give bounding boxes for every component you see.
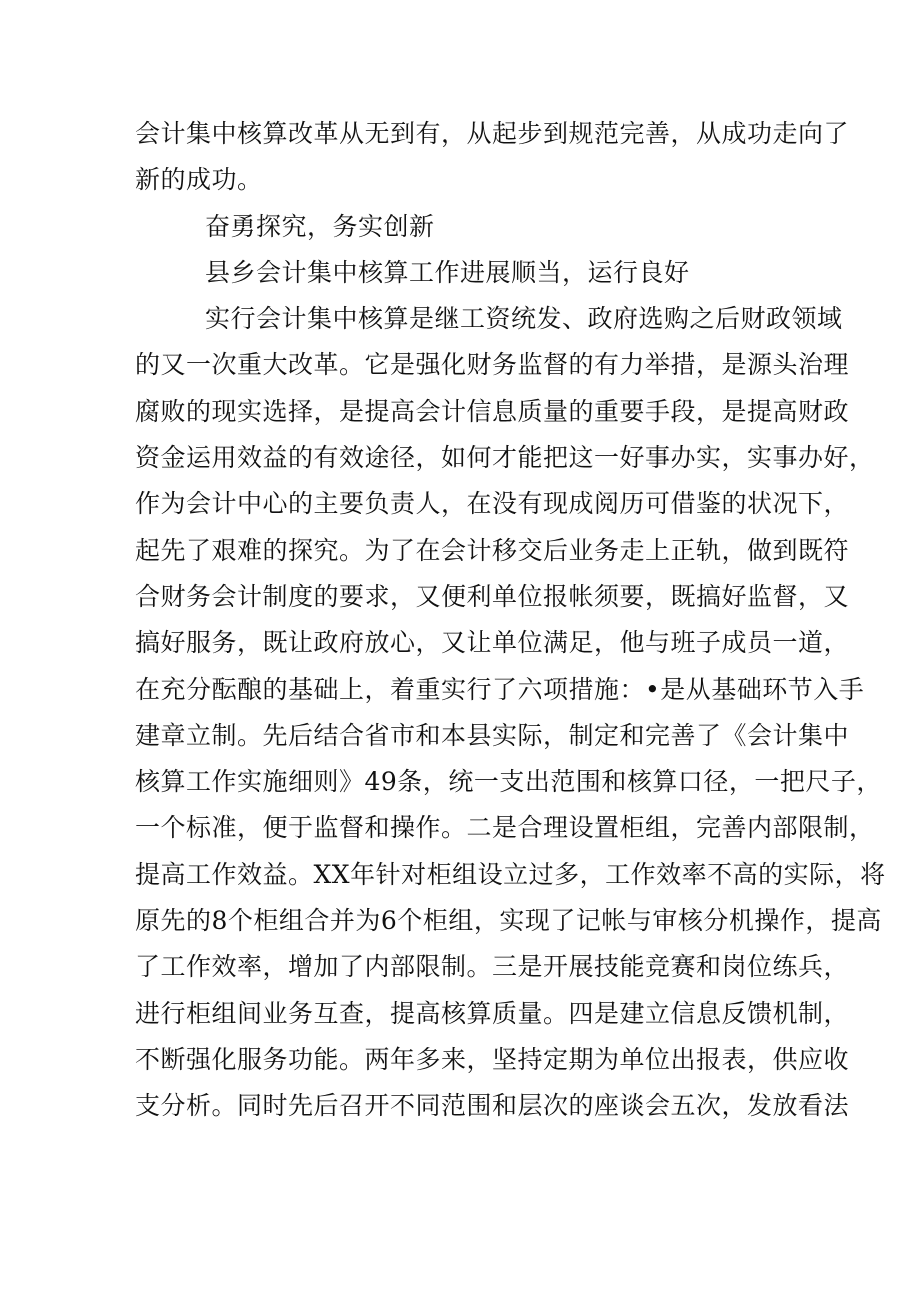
text-line: 起先了艰难的探究。为了在会计移交后业务走上正轨，做到既符 <box>135 535 850 565</box>
text-line: 新的成功。 <box>135 165 263 195</box>
text-line: 会计集中核算改革从无到有，从起步到规范完善，从成功走向了 <box>135 119 850 148</box>
text-line: 支分析。同时先后召开不同范围和层次的座谈会五次，发放看法 <box>135 1091 850 1121</box>
text-line: 腐败的现实选择，是提高会计信息质量的重要手段，是提高财政 <box>135 396 850 426</box>
text-line: 核算工作实施细则》49条，统一支出范围和核算口径，一把尺子， <box>135 767 882 797</box>
text-line: 建章立制。先后结合省市和本县实际，制定和完善了《会计集中 <box>135 720 850 750</box>
text-line: 进行柜组间业务互查，提高核算质量。四是建立信息反馈机制， <box>135 998 850 1028</box>
text-line: 资金运用效益的有效途径，如何才能把这一好事办实，实事办好， <box>135 443 875 473</box>
paragraph-start-line: 实行会计集中核算是继工资统发、政府选购之后财政领域 <box>205 304 843 334</box>
text-line: 合财务会计制度的要求，又便利单位报帐须要，既搞好监督，又 <box>135 581 850 611</box>
text-line: 搞好服务，既让政府放心，又让单位满足，他与班子成员一道， <box>135 628 850 658</box>
text-line: 的又一次重大改革。它是强化财务监督的有力举措，是源头治理 <box>135 350 850 380</box>
paragraph-start-line: 县乡会计集中核算工作进展顺当，运行良好 <box>205 257 690 287</box>
paragraph-start-line: 奋勇探究，务实创新 <box>205 211 435 241</box>
text-line: 在充分酝酿的基础上，着重实行了六项措施：•是从基础环节入手 <box>135 674 865 704</box>
text-line: 原先的8个柜组合并为6个柜组，实现了记帐与审核分机操作，提高 <box>135 906 882 936</box>
document-body <box>135 111 886 1130</box>
text-line: 不断强化服务功能。两年多来，坚持定期为单位出报表，供应收 <box>135 1044 850 1074</box>
text-line: 了工作效率，增加了内部限制。三是开展技能竞赛和岗位练兵， <box>135 952 850 982</box>
text-line: 作为会计中心的主要负责人，在没有现成阅历可借鉴的状况下， <box>135 489 850 519</box>
text-line: 一个标准，便于监督和操作。二是合理设置柜组，完善内部限制， <box>135 813 875 843</box>
text-line: 提高工作效益。XX年针对柜组设立过多，工作效率不高的实际，将 <box>135 859 886 889</box>
